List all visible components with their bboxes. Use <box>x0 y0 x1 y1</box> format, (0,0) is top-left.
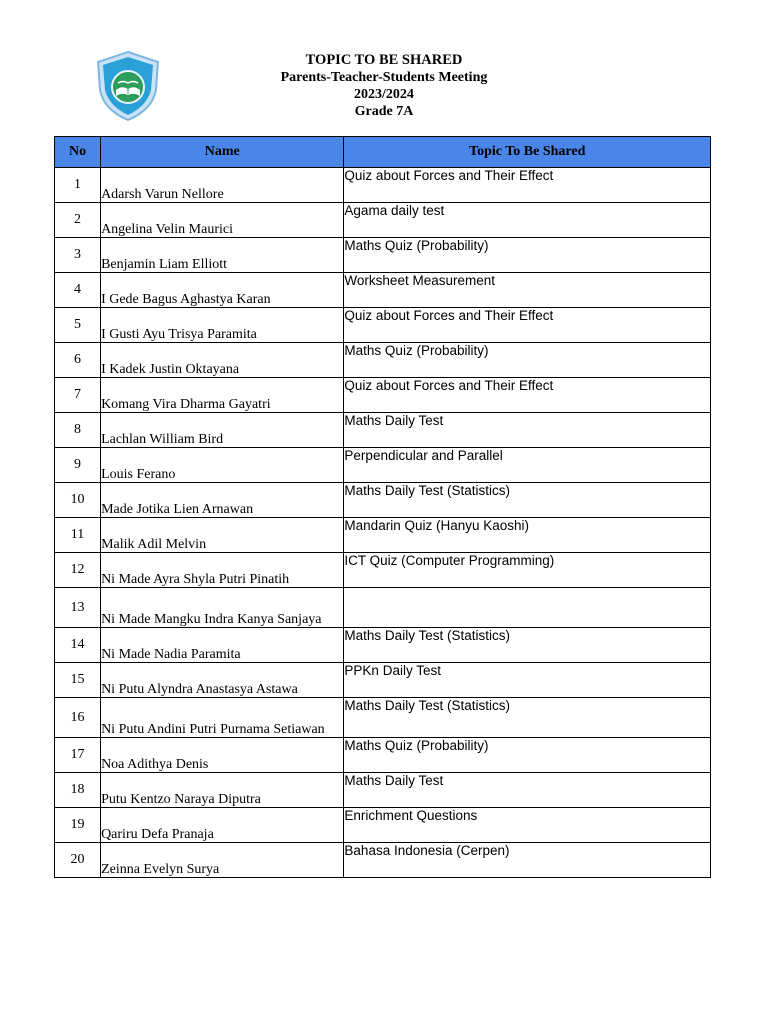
topic-cell: Agama daily test <box>344 203 711 238</box>
table-row <box>55 343 711 378</box>
student-name: I Gede Bagus Aghastya Karan <box>101 273 344 308</box>
topic-cell: Bahasa Indonesia (Cerpen) <box>344 843 711 878</box>
table-row <box>55 698 711 738</box>
student-name: I Gusti Ayu Trisya Paramita <box>101 308 344 343</box>
table-row <box>55 483 711 518</box>
topic-cell: Maths Quiz (Probability) <box>344 738 711 773</box>
student-name: Putu Kentzo Naraya Diputra <box>101 773 344 808</box>
student-name: Ni Putu Alyndra Anastasya Astawa <box>101 663 344 698</box>
column-header-name: Name <box>101 137 344 168</box>
topic-cell: Perpendicular and Parallel <box>344 448 711 483</box>
row-number: 10 <box>55 483 101 518</box>
topic-cell: Quiz about Forces and Their Effect <box>344 378 711 413</box>
row-number: 8 <box>55 413 101 448</box>
table-row <box>55 628 711 663</box>
document-header <box>0 52 768 120</box>
student-name: Komang Vira Dharma Gayatri <box>101 378 344 413</box>
table-row <box>55 273 711 308</box>
table-row <box>55 843 711 878</box>
table-row <box>55 588 711 628</box>
table-row <box>55 238 711 273</box>
student-name: Louis Ferano <box>101 448 344 483</box>
table-row <box>55 518 711 553</box>
topic-cell: Quiz about Forces and Their Effect <box>344 308 711 343</box>
topic-cell: PPKn Daily Test <box>344 663 711 698</box>
table-row <box>55 663 711 698</box>
student-name: Angelina Velin Maurici <box>101 203 344 238</box>
student-name: Lachlan William Bird <box>101 413 344 448</box>
topic-table <box>54 136 711 878</box>
row-number: 19 <box>55 808 101 843</box>
topic-cell: Enrichment Questions <box>344 808 711 843</box>
row-number: 4 <box>55 273 101 308</box>
row-number: 3 <box>55 238 101 273</box>
column-header-no: No <box>55 137 101 168</box>
row-number: 11 <box>55 518 101 553</box>
row-number: 20 <box>55 843 101 878</box>
student-name: Zeinna Evelyn Surya <box>101 843 344 878</box>
topic-cell: Maths Quiz (Probability) <box>344 238 711 273</box>
student-name: I Kadek Justin Oktayana <box>101 343 344 378</box>
table-header-row <box>55 137 711 168</box>
row-number: 9 <box>55 448 101 483</box>
table-row <box>55 168 711 203</box>
topic-cell: Maths Daily Test (Statistics) <box>344 483 711 518</box>
table-row <box>55 773 711 808</box>
column-header-topic: Topic To Be Shared <box>344 137 711 168</box>
topic-cell: Maths Daily Test (Statistics) <box>344 628 711 663</box>
academic-year: 2023/2024 <box>354 87 414 102</box>
row-number: 2 <box>55 203 101 238</box>
table-row <box>55 413 711 448</box>
topic-cell <box>344 588 711 628</box>
student-name: Malik Adil Melvin <box>101 518 344 553</box>
row-number: 17 <box>55 738 101 773</box>
student-name: Adarsh Varun Nellore <box>101 168 344 203</box>
student-name: Made Jotika Lien Arnawan <box>101 483 344 518</box>
topic-cell: ICT Quiz (Computer Programming) <box>344 553 711 588</box>
topic-cell: Maths Daily Test <box>344 413 711 448</box>
topic-cell: Maths Daily Test (Statistics) <box>344 698 711 738</box>
document-title: TOPIC TO BE SHARED <box>305 52 463 68</box>
table-row <box>55 308 711 343</box>
table-row <box>55 808 711 843</box>
row-number: 18 <box>55 773 101 808</box>
topic-cell: Maths Quiz (Probability) <box>344 343 711 378</box>
row-number: 1 <box>55 168 101 203</box>
student-name: Qariru Defa Pranaja <box>101 808 344 843</box>
table-row <box>55 738 711 773</box>
topic-cell: Quiz about Forces and Their Effect <box>344 168 711 203</box>
document-subtitle: Parents-Teacher-Students Meeting <box>280 70 488 85</box>
row-number: 14 <box>55 628 101 663</box>
student-name: Ni Made Mangku Indra Kanya Sanjaya <box>101 588 344 628</box>
grade-label: Grade 7A <box>354 104 414 119</box>
topic-cell: Maths Daily Test <box>344 773 711 808</box>
student-name: Benjamin Liam Elliott <box>101 238 344 273</box>
row-number: 13 <box>55 588 101 628</box>
student-name: Ni Putu Andini Putri Purnama Setiawan <box>101 698 344 738</box>
student-name: Ni Made Ayra Shyla Putri Pinatih <box>101 553 344 588</box>
row-number: 12 <box>55 553 101 588</box>
student-name: Noa Adithya Denis <box>101 738 344 773</box>
student-name: Ni Made Nadia Paramita <box>101 628 344 663</box>
row-number: 6 <box>55 343 101 378</box>
table-row <box>55 553 711 588</box>
row-number: 16 <box>55 698 101 738</box>
table-row <box>55 448 711 483</box>
topic-cell: Worksheet Measurement <box>344 273 711 308</box>
topic-cell: Mandarin Quiz (Hanyu Kaoshi) <box>344 518 711 553</box>
row-number: 7 <box>55 378 101 413</box>
row-number: 15 <box>55 663 101 698</box>
table-row <box>55 203 711 238</box>
row-number: 5 <box>55 308 101 343</box>
table-row <box>55 378 711 413</box>
